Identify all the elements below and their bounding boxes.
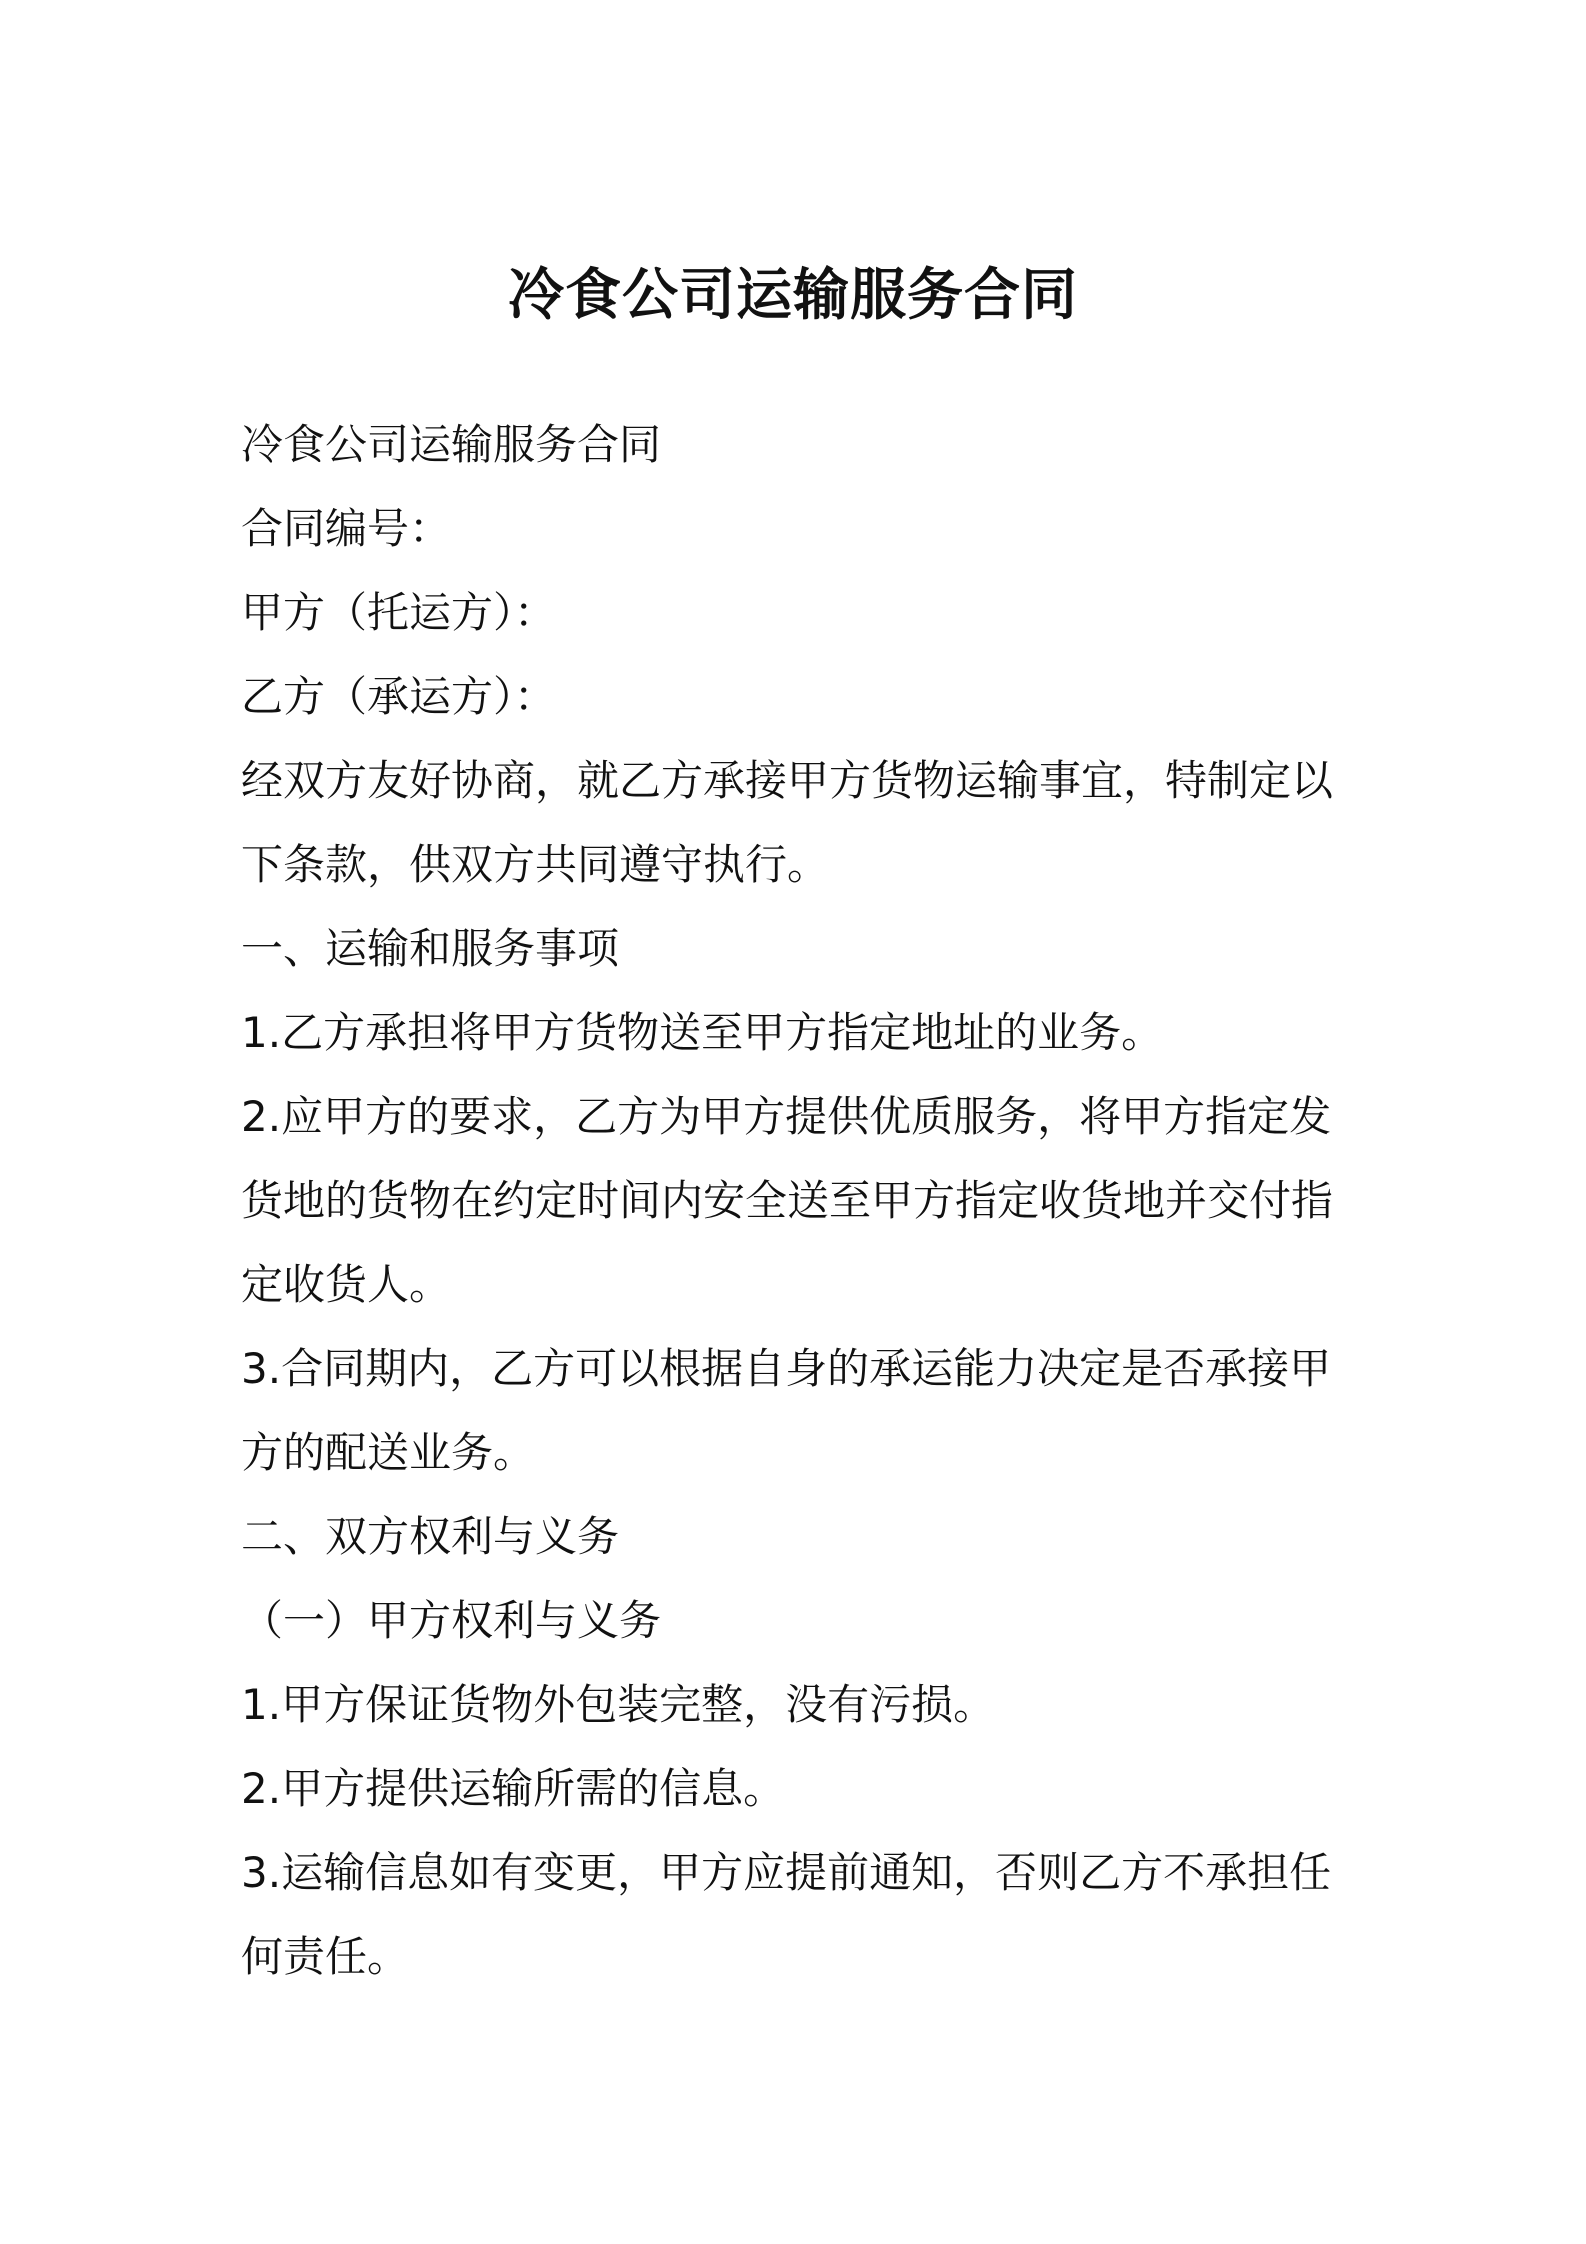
paragraph-party-a: 甲方（托运方）： xyxy=(241,588,557,637)
paragraph-contract-number: 合同编号： xyxy=(241,504,452,553)
clause-1-3: 3.合同期内，乙方可以根据自身的承运能力决定是否承接甲方的配送业务。 xyxy=(241,1344,1332,1477)
clause-1-1: 1.乙方承担将甲方货物送至甲方指定地址的业务。 xyxy=(241,1008,1164,1057)
paragraph-heading: 冷食公司运输服务合同 xyxy=(241,420,662,469)
document-body xyxy=(241,403,1361,1999)
clause-2-1-2: 2.甲方提供运输所需的信息。 xyxy=(241,1764,786,1813)
paragraph-party-b: 乙方（承运方）： xyxy=(241,672,557,721)
section-heading-1: 一、运输和服务事项 xyxy=(241,924,620,973)
paragraph-preamble: 经双方友好协商，就乙方承接甲方货物运输事宜，特制定以下条款，供双方共同遵守执行。 xyxy=(241,756,1334,889)
document-title: 冷食公司运输服务合同 xyxy=(508,263,1078,328)
clause-1-2: 2.应甲方的要求，乙方为甲方提供优质服务，将甲方指定发货地的货物在约定时间内安全送至甲方指定收货地并交付指定收货人。 xyxy=(241,1092,1334,1309)
section-heading-2: 二、双方权利与义务 xyxy=(241,1512,620,1561)
clause-2-1-1: 1.甲方保证货物外包装完整，没有污损。 xyxy=(241,1680,996,1729)
clause-2-1-3: 3.运输信息如有变更，甲方应提前通知，否则乙方不承担任何责任。 xyxy=(241,1848,1332,1981)
subsection-heading-2-1: （一）甲方权利与义务 xyxy=(241,1596,662,1645)
